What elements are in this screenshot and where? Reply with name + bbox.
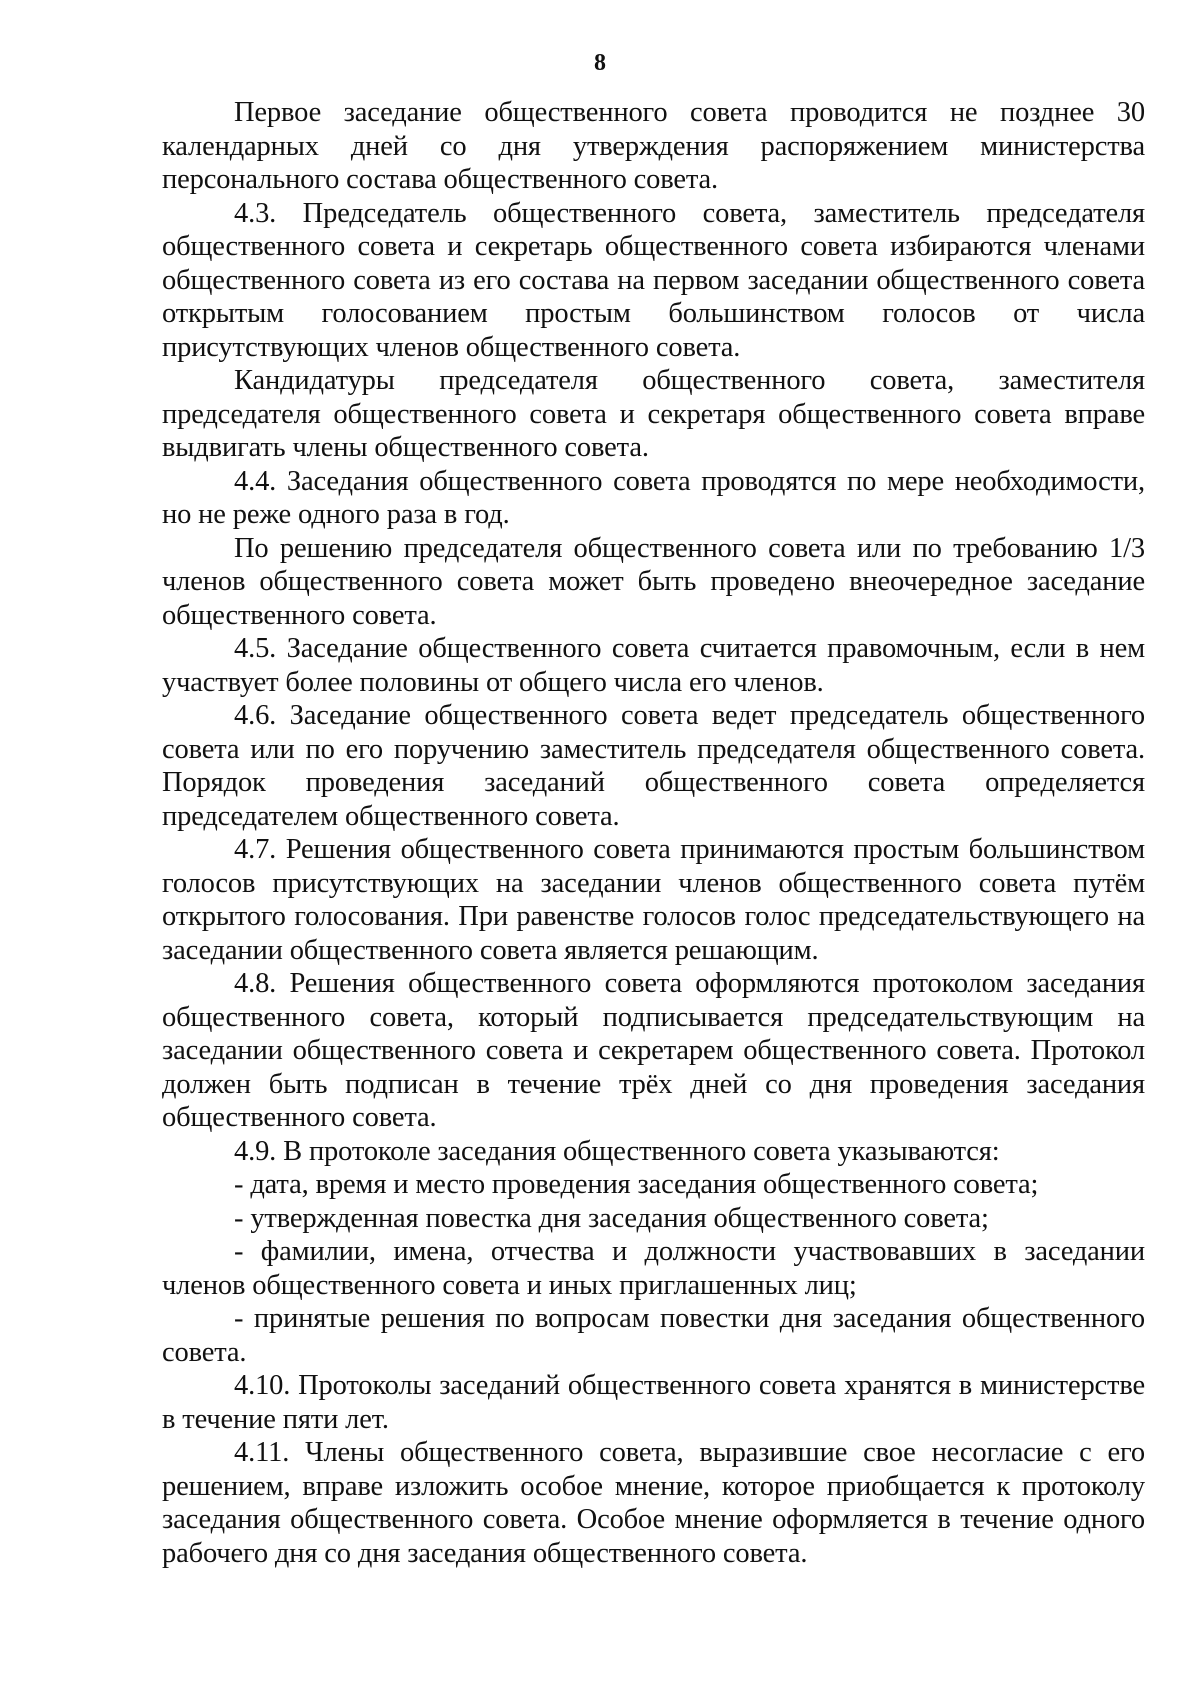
paragraph-first-meeting: Первое заседание общественного совета проводится не позднее 30 календарных дней со дня утверждения распоряжением министерства персонального состава общественного совета. xyxy=(162,97,1145,195)
paragraph-extraordinary-meeting: По решению председателя общественного совета или по требованию 1/3 членов общественного совета может быть проведено внеочередное заседание общественного совета. xyxy=(162,532,1145,631)
page-number: 8 xyxy=(594,50,606,76)
paragraph-4-7: 4.7. Решения общественного совета принимаются простым большинством голосов присутствующих на заседании членов общественного совета путём открытого голосования. При равенстве голосов голос председательствующего на заседании общественного совета является решающим. xyxy=(162,834,1145,966)
list-item-date-time-place: - дата, время и место проведения заседания общественного совета; xyxy=(234,1169,1039,1200)
list-item-participants: - фамилии, имена, отчества и должности участвовавших в заседании членов общественного совета и иных приглашенных лиц; xyxy=(162,1236,1145,1301)
paragraph-4-8: 4.8. Решения общественного совета оформляются протоколом заседания общественного совета, который подписывается председательствующим на заседании общественного совета и секретарем общественного совета. Протокол должен быть подписан в течение трёх дней со дня проведения заседания общественного совета. xyxy=(162,968,1145,1133)
paragraph-4-10: 4.10. Протоколы заседаний общественного совета хранятся в министерстве в течение пяти лет. xyxy=(162,1370,1145,1435)
paragraph-4-11: 4.11. Члены общественного совета, выразившие свое несогласие с его решением, вправе изложить особое мнение, которое приобщается к протоколу заседания общественного совета. Особое мнение оформляется в течение одного рабочего дня со дня заседания общественного совета. xyxy=(162,1437,1145,1569)
paragraph-4-6: 4.6. Заседание общественного совета ведет председатель общественного совета или по его поручению заместитель председателя общественного совета. Порядок проведения заседаний общественного совета определяется председателем общественного совета. xyxy=(162,700,1145,832)
paragraph-4-3: 4.3. Председатель общественного совета, заместитель председателя общественного совета и секретарь общественного совета избираются членами общественного совета из его состава на первом заседании общественного совета открытым голосованием простым большинством голосов от числа присутствующих членов общественного совета. xyxy=(162,197,1145,363)
paragraph-candidates: Кандидатуры председателя общественного совета, заместителя председателя общественного совета и секретаря общественного совета вправе выдвигать члены общественного совета. xyxy=(162,365,1145,463)
list-item-agenda: - утвержденная повестка дня заседания общественного совета; xyxy=(234,1202,989,1234)
paragraph-4-9: 4.9. В протоколе заседания общественного совета указываются: xyxy=(234,1135,1000,1167)
document-body xyxy=(162,96,1145,1570)
list-item-decisions: - принятые решения по вопросам повестки дня заседания общественного совета. xyxy=(162,1303,1145,1368)
paragraph-4-4: 4.4. Заседания общественного совета проводятся по мере необходимости, но не реже одного раза в год. xyxy=(162,465,1145,530)
paragraph-4-5: 4.5. Заседание общественного совета считается правомочным, если в нем участвует более половины от общего числа его членов. xyxy=(162,633,1145,698)
